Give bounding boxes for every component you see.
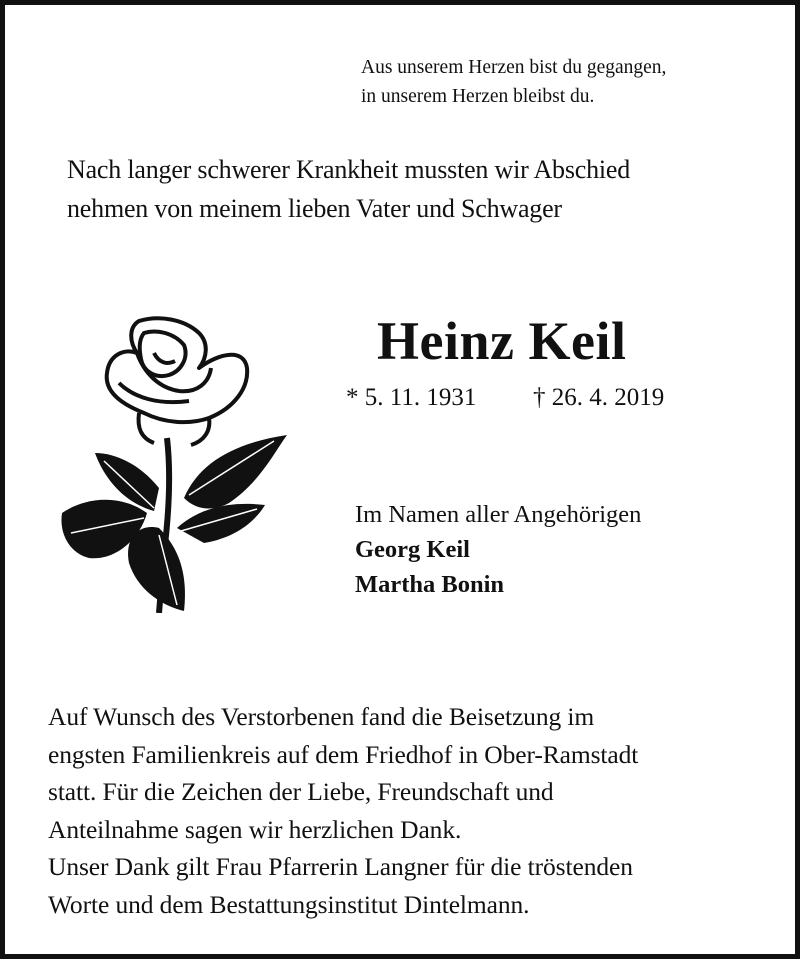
closing-line: Worte und dem Bestattungsinstitut Dintelmann. bbox=[48, 889, 530, 919]
signers-block bbox=[355, 497, 641, 602]
signers-intro: Im Namen aller Angehörigen bbox=[355, 501, 642, 528]
closing-line: Unser Dank gilt Frau Pfarrerin Langner für die tröstenden bbox=[48, 852, 633, 882]
intro-text bbox=[67, 150, 630, 228]
signer-name: Martha Bonin bbox=[355, 571, 505, 598]
signer-name: Georg Keil bbox=[355, 536, 470, 563]
closing-line: engsten Familienkreis auf dem Friedhof in Ober-Ramstadt bbox=[48, 739, 639, 769]
deceased-name: Heinz Keil bbox=[377, 311, 627, 371]
rose-icon bbox=[59, 313, 291, 613]
intro-line: nehmen von meinem lieben Vater und Schwager bbox=[67, 194, 562, 223]
motto-line: Aus unserem Herzen bist du gegangen, bbox=[361, 57, 667, 78]
motto-line: in unserem Herzen bleibst du. bbox=[361, 86, 595, 107]
death-date: † 26. 4. 2019 bbox=[533, 384, 665, 411]
motto-quote bbox=[361, 53, 666, 111]
closing-line: Anteilnahme sagen wir herzlichen Dank. bbox=[48, 814, 462, 844]
closing-text bbox=[48, 698, 638, 924]
intro-line: Nach langer schwerer Krankheit mussten wir Abschied bbox=[67, 155, 631, 184]
birth-date: * 5. 11. 1931 bbox=[346, 384, 477, 411]
closing-line: Auf Wunsch des Verstorbenen fand die Beisetzung im bbox=[48, 702, 595, 731]
closing-line: statt. Für die Zeichen der Liebe, Freundschaft und bbox=[48, 777, 554, 807]
